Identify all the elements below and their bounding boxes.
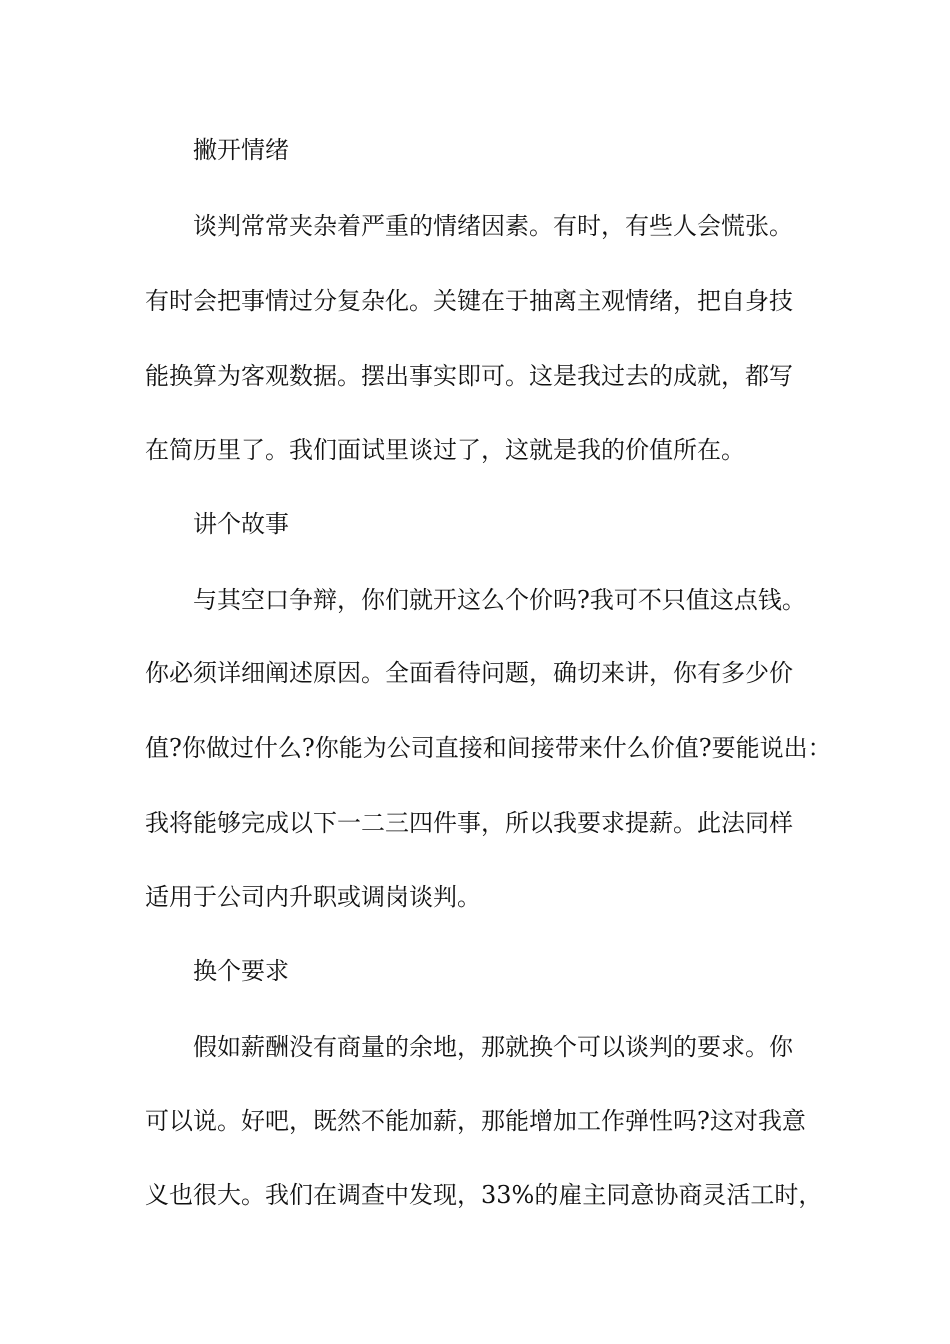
paragraph-line: 适用于公司内升职或调岗谈判。 <box>145 883 481 911</box>
section-heading: 撇开情绪 <box>193 136 289 164</box>
paragraph-line: 值?你做过什么?你能为公司直接和间接带来什么价值?要能说出： <box>145 734 832 762</box>
paragraph-line: 在简历里了。我们面试里谈过了，这就是我的价值所在。 <box>145 436 745 464</box>
section-heading: 讲个故事 <box>193 510 289 538</box>
paragraph-line: 有时会把事情过分复杂化。关键在于抽离主观情绪，把自身技 <box>145 287 793 315</box>
paragraph-line: 与其空口争辩，你们就开这么个价吗?我可不只值这点钱。 <box>193 586 806 614</box>
paragraph-line: 我将能够完成以下一二三四件事，所以我要求提薪。此法同样 <box>145 809 793 837</box>
paragraph-line: 可以说。好吧，既然不能加薪，那能增加工作弹性吗?这对我意 <box>145 1107 806 1135</box>
paragraph-line: 谈判常常夹杂着严重的情绪因素。有时，有些人会慌张。 <box>193 212 793 240</box>
paragraph-line: 假如薪酬没有商量的余地，那就换个可以谈判的要求。你 <box>193 1033 793 1061</box>
paragraph-line: 义也很大。我们在调查中发现，33%的雇主同意协商灵活工时， <box>145 1181 823 1209</box>
paragraph-line: 能换算为客观数据。摆出事实即可。这是我过去的成就，都写 <box>145 362 793 390</box>
paragraph-line: 你必须详细阐述原因。全面看待问题，确切来讲，你有多少价 <box>145 659 793 687</box>
section-heading: 换个要求 <box>193 957 289 985</box>
